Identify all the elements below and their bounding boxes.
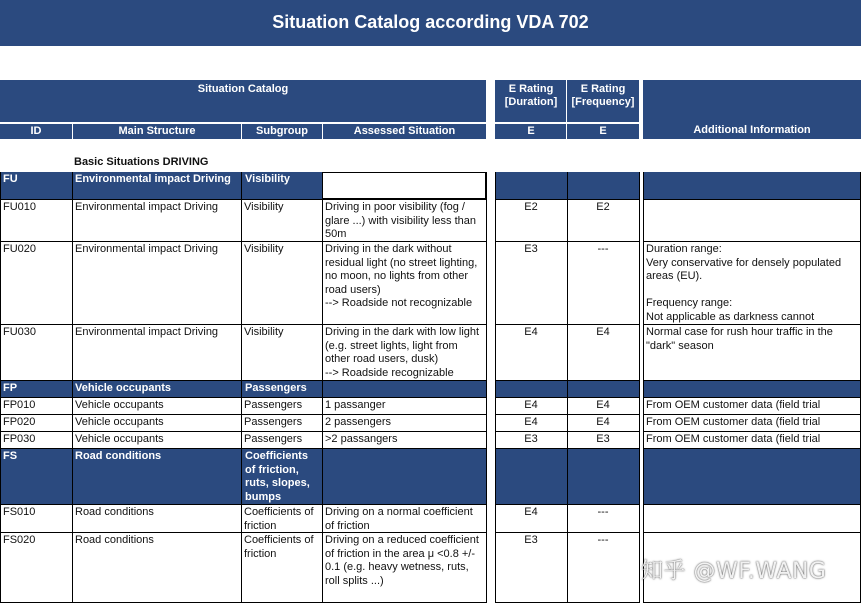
row-fs020-e-duration: E3 — [524, 534, 538, 546]
row-fu030-id: FU030 — [3, 326, 37, 338]
row-fu030-e-frequency: E4 — [596, 326, 610, 338]
row-fu010-info — [643, 200, 861, 241]
row-fp030-main: Vehicle occupants — [75, 433, 164, 445]
row-fp010-assessed: 1 passanger — [325, 399, 386, 411]
category-fp-id: FP — [0, 381, 72, 397]
row-fu030-info: Normal case for rush hour traffic in the "dark" season — [646, 326, 833, 352]
header-e-duration-label: E Rating [Duration] — [504, 83, 558, 108]
row-fp010-e-frequency: E4 — [596, 399, 610, 411]
row-fp030-assessed: >2 passangers — [325, 433, 398, 445]
row-fu010-e-duration: E2 — [524, 201, 538, 213]
row-fp030-id: FP030 — [3, 433, 36, 445]
row-fu020-id: FU020 — [3, 243, 37, 255]
row-fs010-e-frequency: --- — [597, 506, 609, 518]
row-fp030-e-duration: E3 — [524, 433, 538, 445]
category-fs-info — [643, 449, 861, 504]
row-fp020-info: From OEM customer data (field trial — [646, 416, 821, 428]
row-fu020-info: Duration range: Very conservative for densely populated areas (EU). Frequency range: Not applicable as darkness cannot — [646, 243, 842, 323]
row-fs020-sub: Coefficients of friction — [244, 534, 314, 560]
category-fu-main: Environmental impact Driving — [72, 172, 241, 199]
row-fu020-e-frequency: --- — [597, 243, 609, 255]
row-fu010-id: FU010 — [3, 201, 37, 213]
row-fu010-main: Environmental impact Driving — [75, 201, 219, 213]
row-fs010-info — [643, 505, 861, 533]
row-fs010-assessed: Driving on a normal coefficient of friction — [325, 506, 473, 532]
row-fs020-assessed: Driving on a reduced coefficient of friction in the area μ <0.8 +/- 0.1 (e.g. heavy wetness, ruts, roll splits ...) — [325, 534, 479, 587]
col-main-header: Main Structure — [73, 124, 241, 139]
row-fu020-sub: Visibility — [244, 243, 284, 255]
category-fu-id: FU — [0, 172, 72, 199]
row-fu030-sub: Visibility — [244, 326, 284, 338]
row-fp020-e-frequency: E4 — [596, 416, 610, 428]
row-fp010-sub: Passengers — [244, 399, 303, 411]
header-additional-info — [643, 80, 861, 139]
row-fs020-e-frequency: --- — [597, 534, 609, 546]
row-fs010-main: Road conditions — [75, 506, 154, 518]
row-fs010-id: FS010 — [3, 506, 36, 518]
row-fp020-assessed: 2 passengers — [325, 416, 392, 428]
header-additional-info-label: Additional Information — [693, 124, 811, 136]
page-title: Situation Catalog according VDA 702 — [0, 0, 861, 46]
section-label: Basic Situations DRIVING — [74, 156, 209, 168]
col-assessed-header: Assessed Situation — [323, 124, 486, 139]
category-fs-assessed — [322, 449, 486, 504]
row-fu030-e-duration: E4 — [524, 326, 538, 338]
row-fs010-sub: Coefficients of friction — [244, 506, 314, 532]
row-fu010-e-frequency: E2 — [596, 201, 610, 213]
row-fu030-main: Environmental impact Driving — [75, 326, 219, 338]
category-fu-info — [643, 172, 861, 199]
row-fs020-id: FS020 — [3, 534, 36, 546]
row-fp010-id: FP010 — [3, 399, 36, 411]
category-fp-main: Vehicle occupants — [72, 381, 241, 397]
row-fp010-main: Vehicle occupants — [75, 399, 164, 411]
category-fu-sub: Visibility — [242, 172, 322, 199]
row-fu010-assessed: Driving in poor visibility (fog / glare ...) with visibility less than 50m — [325, 201, 476, 240]
header-e-frequency-label: E Rating [Frequency] — [571, 83, 635, 108]
col-e-duration-header: E — [495, 124, 567, 139]
row-fu030-assessed: Driving in the dark with low light (e.g. street lights, light from other road users, dusk) --> Roadside recognizable — [325, 326, 480, 379]
row-fp020-id: FP020 — [3, 416, 36, 428]
row-fp030-sub: Passengers — [244, 433, 303, 445]
row-fu010-sub: Visibility — [244, 201, 284, 213]
row-fu020-e-duration: E3 — [524, 243, 538, 255]
col-e-frequency-header: E — [567, 124, 639, 139]
col-id-header: ID — [0, 124, 72, 139]
row-fu020-main: Environmental impact Driving — [75, 243, 219, 255]
col-subgroup-header: Subgroup — [242, 124, 322, 139]
row-fs020-main: Road conditions — [75, 534, 154, 546]
row-fp020-sub: Passengers — [244, 416, 303, 428]
category-fp-assessed — [322, 381, 486, 397]
category-fs-id: FS — [0, 449, 72, 504]
row-fp020-e-duration: E4 — [524, 416, 538, 428]
row-fp020-main: Vehicle occupants — [75, 416, 164, 428]
category-fp-info — [643, 381, 861, 397]
watermark: 知乎 @WF.WANG — [641, 559, 827, 584]
row-fp030-e-frequency: E3 — [596, 433, 610, 445]
row-fp030-info: From OEM customer data (field trial — [646, 433, 821, 445]
category-fs-main: Road conditions — [72, 449, 241, 504]
category-fp-sub: Passengers — [242, 381, 322, 397]
row-fp010-info: From OEM customer data (field trial — [646, 399, 821, 411]
row-fu020-assessed: Driving in the dark without residual light (no street lighting, no moon, no lights from other road users) --> Roadside not recognizable — [325, 243, 478, 309]
category-fs-sub: Coefficients of friction, ruts, slopes, bumps — [242, 449, 322, 504]
row-fs010-e-duration: E4 — [524, 506, 538, 518]
category-fu-assessed — [322, 172, 486, 199]
row-fp010-e-duration: E4 — [524, 399, 538, 411]
header-group-label: Situation Catalog — [197, 83, 289, 95]
